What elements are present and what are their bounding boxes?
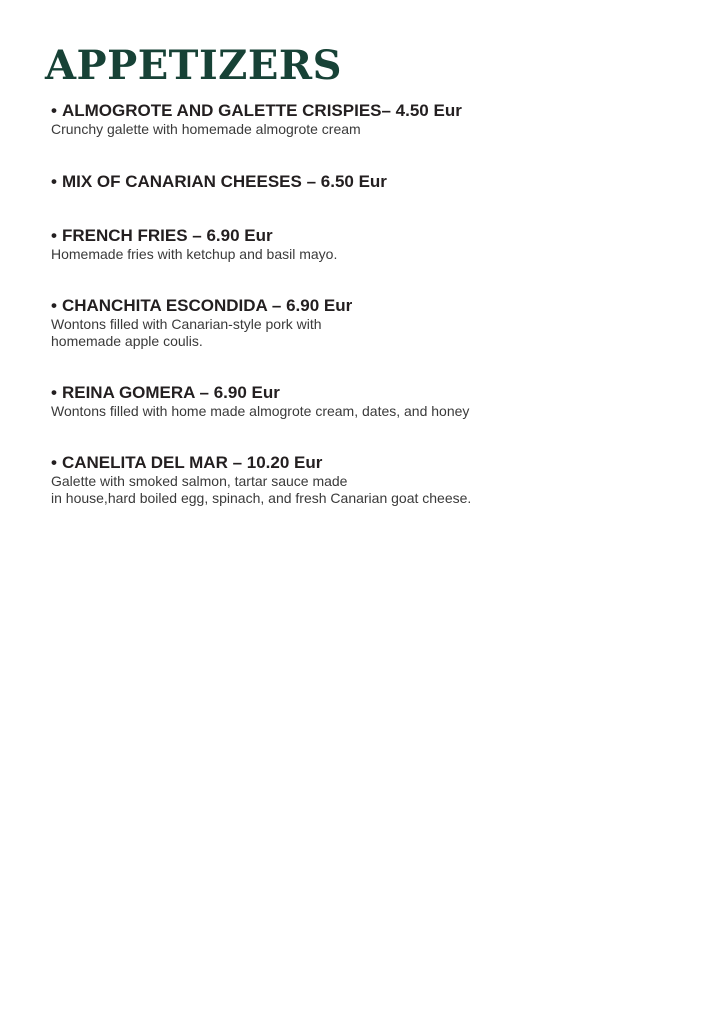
menu-item-heading — [51, 101, 691, 121]
menu-item — [51, 296, 691, 350]
bullet-icon: • — [51, 383, 57, 402]
menu-item-heading — [51, 383, 691, 403]
menu-item-heading — [51, 453, 691, 473]
page-title: APPETIZERS — [45, 42, 342, 89]
menu-item — [51, 101, 691, 138]
menu-item — [51, 383, 691, 420]
bullet-icon: • — [51, 172, 57, 191]
bullet-icon: • — [51, 226, 57, 245]
menu-item-description: Wontons filled with Canarian-style pork with — [51, 316, 322, 332]
menu-item-name: REINA GOMERA – 6.90 Eur — [61, 383, 280, 402]
menu-item — [51, 172, 691, 192]
menu-item — [51, 226, 691, 263]
menu-item-heading — [51, 226, 691, 246]
menu-item-description: homemade apple coulis. — [51, 333, 203, 349]
menu-item-description: Galette with smoked salmon, tartar sauce made — [51, 473, 348, 489]
menu-item-description: Wontons filled with home made almogrote cream, dates, and honey — [51, 403, 470, 419]
menu-item-name: FRENCH FRIES – 6.90 Eur — [61, 226, 273, 245]
menu-item — [51, 453, 691, 507]
menu-item-name: CANELITA DEL MAR – 10.20 Eur — [61, 453, 323, 472]
menu-item-description: Crunchy galette with homemade almogrote cream — [51, 121, 361, 137]
menu-item-description: Homemade fries with ketchup and basil mayo. — [51, 246, 338, 262]
menu-item-name: ALMOGROTE AND GALETTE CRISPIES– 4.50 Eur — [61, 101, 462, 120]
bullet-icon: • — [51, 101, 57, 120]
menu-item-heading — [51, 296, 691, 316]
menu-item-name: MIX OF CANARIAN CHEESES – 6.50 Eur — [61, 172, 387, 191]
bullet-icon: • — [51, 296, 57, 315]
menu-item-name: CHANCHITA ESCONDIDA – 6.90 Eur — [61, 296, 353, 315]
menu-item-description: in house,hard boiled egg, spinach, and fresh Canarian goat cheese. — [51, 490, 472, 506]
menu-item-heading — [51, 172, 691, 192]
bullet-icon: • — [51, 453, 57, 472]
